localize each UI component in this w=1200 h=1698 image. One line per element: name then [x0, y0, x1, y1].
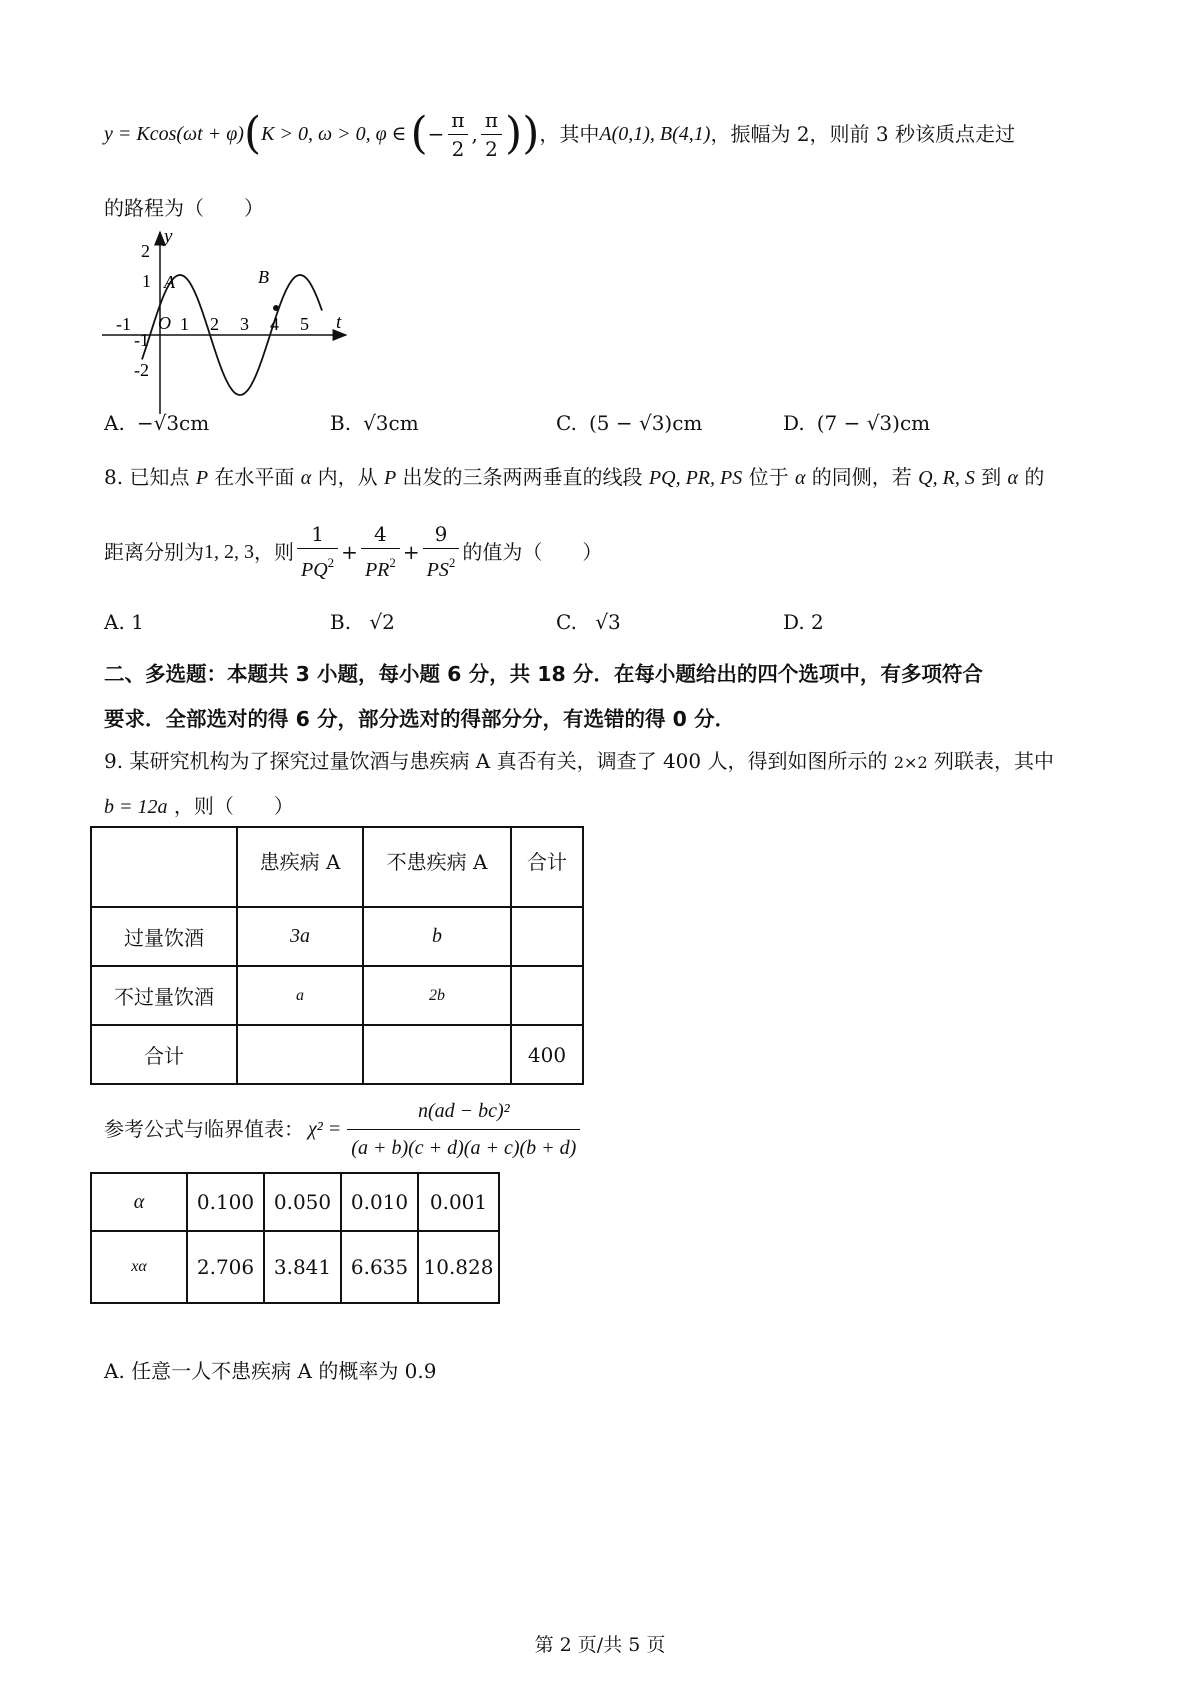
- text: 的值为（ ）: [462, 540, 603, 564]
- text: 到: [981, 465, 1002, 489]
- chi-denominator: (a + b)(c + d)(a + c)(b + d): [347, 1129, 580, 1160]
- option-label: D.: [783, 411, 805, 435]
- numerator: 9: [434, 522, 448, 546]
- x-tick: 1: [180, 314, 189, 334]
- table-cell: 2b: [363, 966, 511, 1025]
- q8-option-d[interactable]: D. 2: [783, 610, 824, 634]
- q8-option-c[interactable]: [556, 608, 621, 636]
- x-tick: -1: [116, 314, 131, 334]
- contingency-table: [90, 826, 584, 1085]
- q7-option-d[interactable]: [783, 406, 930, 440]
- q7-points: A(0,1), B(4,1): [599, 123, 711, 145]
- option-value: √2: [369, 610, 395, 634]
- table-cell: [91, 827, 237, 907]
- values: 1, 2, 3: [204, 541, 254, 563]
- q9-option-a[interactable]: A. 任意一人不患疾病 A 的概率为 0.9: [104, 1359, 437, 1383]
- q7-line2: 的路程为（ ）: [104, 196, 264, 220]
- table-row: [91, 1173, 499, 1231]
- chi-numerator: n(ad − bc)²: [417, 1099, 510, 1122]
- plus: +: [402, 540, 420, 564]
- numerator: 1: [311, 522, 324, 546]
- x-tick: 2: [210, 314, 219, 334]
- point-p: P: [195, 467, 209, 489]
- text: 内，从: [317, 465, 378, 489]
- denominator: [361, 548, 400, 582]
- fraction-2: [361, 522, 400, 582]
- fraction-1: [297, 522, 338, 582]
- text: 出发的三条两两垂直的线段: [402, 465, 643, 489]
- origin-label: O: [158, 313, 171, 333]
- chi-square-formula-line: [104, 1094, 583, 1164]
- table-row: [91, 966, 583, 1025]
- table-cell: 合计: [91, 1025, 237, 1084]
- option-value: √3cm: [363, 411, 419, 435]
- table-cell: 2.706: [187, 1231, 264, 1303]
- text: 9. 某研究机构为了探究过量饮酒与患疾病 A 真否有关，调查了 400 人，得到如图所示的: [104, 749, 888, 773]
- q7-conditions: K > 0, ω > 0, φ ∈: [261, 123, 407, 145]
- text: 位于: [748, 465, 789, 489]
- option-value: (5 − √3)cm: [588, 411, 703, 435]
- seg: PS: [426, 559, 449, 581]
- q7-formula-arg: (ωt + φ): [176, 123, 244, 145]
- page-footer: 第 2 页/共 5 页: [534, 1634, 666, 1656]
- denominator: [297, 548, 338, 582]
- q7-interval-left: [447, 108, 468, 161]
- table-header: 合计: [511, 827, 583, 907]
- table-cell: 0.050: [264, 1173, 341, 1231]
- plane-alpha: α: [300, 467, 312, 489]
- text: 8. 已知点: [104, 465, 190, 489]
- table-cell: 3a: [237, 907, 363, 966]
- point-b-label: B: [258, 267, 269, 287]
- table-cell: b: [363, 907, 511, 966]
- ref-label: 参考公式与临界值表：: [104, 1117, 304, 1141]
- paren-close: ): [522, 108, 540, 159]
- table-cell: 400: [511, 1025, 583, 1084]
- table-cell: 不过量饮酒: [91, 966, 237, 1025]
- two: 2: [481, 134, 502, 161]
- option-label: C.: [556, 610, 577, 634]
- critical-value-table: [90, 1172, 500, 1304]
- table-header: 不患疾病 A: [363, 827, 511, 907]
- x-tick: 5: [300, 314, 309, 334]
- table-cell: [511, 907, 583, 966]
- table-row: [91, 1231, 499, 1303]
- section2-heading-line2: 要求．全部选对的得 6 分，部分选对的得部分分，有选错的得 0 分．: [104, 707, 736, 731]
- table-cell: 10.828: [418, 1231, 499, 1303]
- exponent: 2: [327, 555, 335, 570]
- table-cell: 6.635: [341, 1231, 418, 1303]
- q7-text-tail: ，振幅为 2，则前 3 秒该质点走过: [710, 122, 1015, 146]
- pi: π: [451, 107, 465, 132]
- option-value: −√3cm: [136, 411, 210, 435]
- plane-alpha: α: [1007, 467, 1019, 489]
- paren-open: (: [243, 108, 262, 159]
- x-tick: 4: [270, 314, 279, 334]
- paren-close-inner: ): [505, 108, 523, 159]
- q7-option-c[interactable]: [556, 406, 702, 440]
- seg: PR: [364, 559, 390, 581]
- text: ，则（ ）: [173, 794, 294, 818]
- y-tick: -1: [134, 330, 149, 350]
- q8-line1: [104, 463, 1044, 492]
- table-cell: [511, 966, 583, 1025]
- chi-fraction: [347, 1099, 580, 1160]
- fraction-3: [423, 522, 460, 582]
- text: 在水平面: [214, 465, 295, 489]
- paren-open-inner: (: [410, 108, 428, 159]
- text: 距离分别为: [104, 540, 204, 564]
- table-row: [91, 1025, 583, 1084]
- table-header-row: [91, 827, 583, 907]
- table-size: 2×2: [893, 753, 928, 772]
- q7-option-a[interactable]: [104, 406, 209, 440]
- y-tick: 1: [142, 271, 151, 291]
- q7-interval-comma: ,: [471, 122, 478, 146]
- q7-graph: [98, 228, 360, 420]
- table-cell: 0.001: [418, 1173, 499, 1231]
- q9-line1: [104, 747, 1054, 777]
- table-cell: α: [91, 1173, 187, 1231]
- points-qrs: Q, R, S: [918, 467, 975, 489]
- denominator: [423, 548, 460, 582]
- table-cell: xα: [91, 1231, 187, 1303]
- numerator: 4: [374, 522, 387, 546]
- q7-interval-right: [481, 108, 502, 161]
- q9-line2: [104, 792, 294, 821]
- q8-line2: [104, 522, 602, 582]
- text: 的: [1024, 465, 1045, 489]
- t-axis-label: t: [336, 312, 342, 333]
- condition: b = 12a: [104, 796, 168, 818]
- table-row: [91, 907, 583, 966]
- text: ，则: [254, 540, 294, 564]
- seg: PQ: [301, 559, 328, 581]
- y-tick: -2: [134, 360, 149, 380]
- text: 的同侧，若: [811, 465, 912, 489]
- table-cell: a: [237, 966, 363, 1025]
- table-cell: 0.010: [341, 1173, 418, 1231]
- table-cell: 3.841: [264, 1231, 341, 1303]
- point-a-label: A: [164, 272, 175, 292]
- y-axis-label: y: [164, 228, 173, 247]
- plus: +: [341, 540, 358, 564]
- point-p: P: [383, 467, 397, 489]
- q7-formula-line: [104, 104, 1015, 164]
- table-cell: 0.100: [187, 1173, 264, 1231]
- table-cell: [237, 1025, 363, 1084]
- pi: π: [484, 107, 499, 132]
- two: 2: [448, 134, 469, 161]
- q7-formula-y: y = Kcos: [104, 123, 177, 145]
- x-tick: 3: [240, 314, 249, 334]
- q8-option-b[interactable]: [330, 608, 395, 636]
- q8-option-a[interactable]: A. 1: [104, 610, 144, 634]
- section2-heading-line1: 二、多选题：本题共 3 小题，每小题 6 分，共 18 分．在每小题给出的四个选项中，有多项符合: [104, 662, 983, 686]
- option-value: (7 − √3)cm: [816, 411, 931, 435]
- q7-interval-neg: −: [427, 122, 445, 146]
- option-label: C.: [556, 411, 577, 435]
- exponent: 2: [448, 555, 456, 570]
- table-cell: 过量饮酒: [91, 907, 237, 966]
- exponent: 2: [389, 555, 396, 570]
- table-cell: [363, 1025, 511, 1084]
- chi-lhs: χ² =: [308, 1118, 342, 1140]
- q7-text-mid: ，其中: [539, 122, 600, 146]
- y-tick: 2: [141, 241, 150, 261]
- point-b-dot: [273, 305, 279, 311]
- text: 列联表，其中: [933, 749, 1054, 773]
- option-label: A.: [104, 411, 125, 435]
- segments: PQ, PR, PS: [648, 467, 743, 489]
- option-label: B.: [330, 610, 352, 634]
- table-header: 患疾病 A: [237, 827, 363, 907]
- option-label: B.: [330, 411, 352, 435]
- plane-alpha: α: [794, 467, 806, 489]
- q7-option-b[interactable]: [330, 406, 419, 440]
- option-value: √3: [595, 610, 621, 634]
